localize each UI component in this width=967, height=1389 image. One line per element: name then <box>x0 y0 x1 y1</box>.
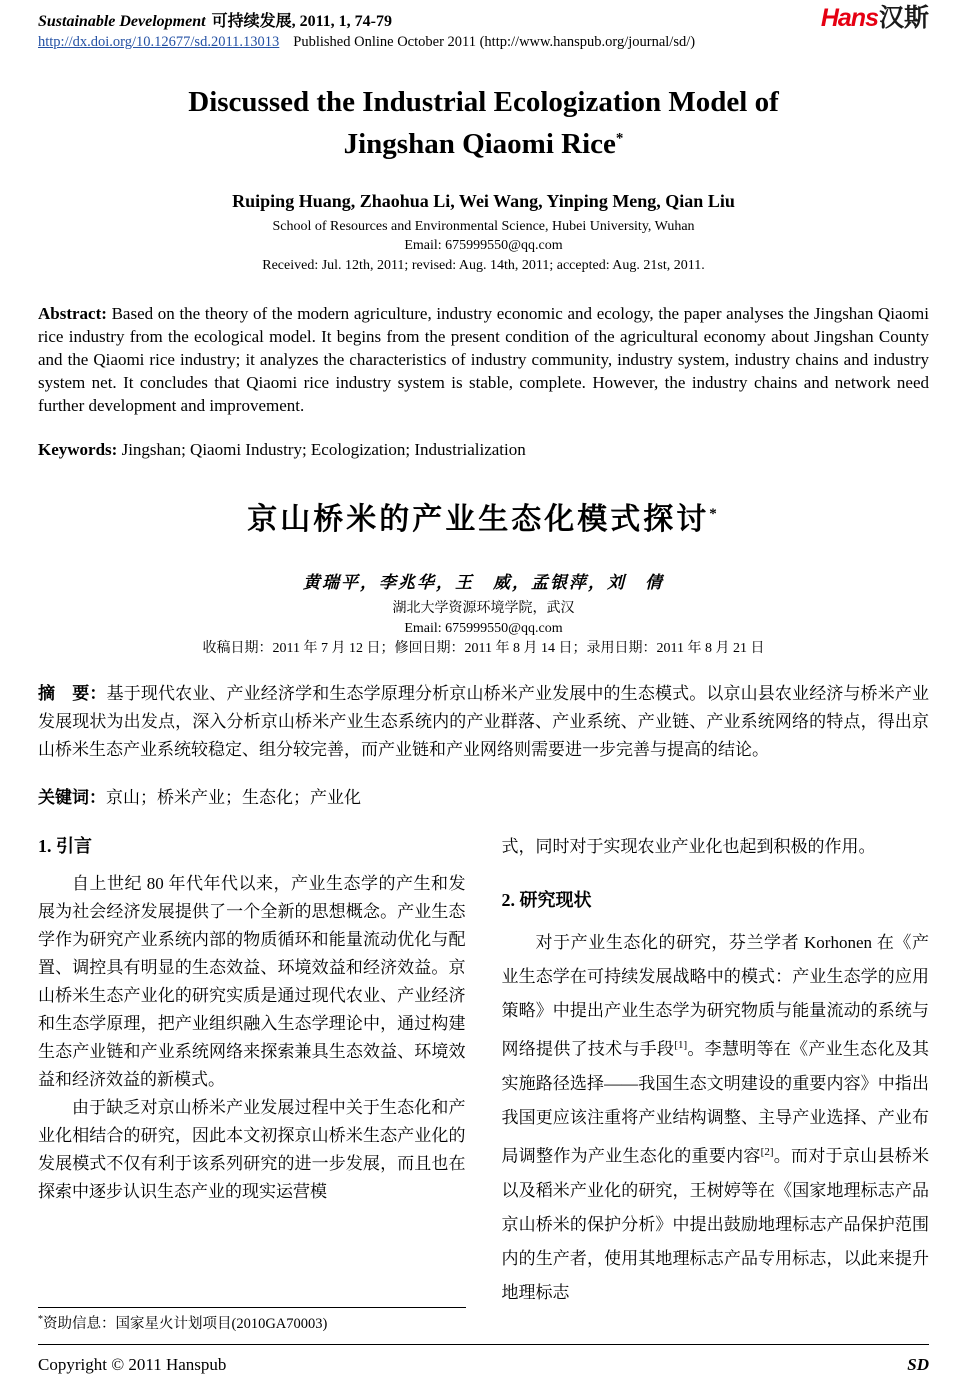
authors-cn: 黄瑞平，李兆华，王 威，孟银萍，刘 倩 <box>303 572 664 592</box>
footnote-mark: * <box>38 1313 43 1325</box>
email-cn: Email: 675999550@qq.com <box>404 620 563 636</box>
paper-meta-cn <box>38 599 929 660</box>
keywords-label-cn: 关键词： <box>38 788 106 808</box>
received-dates-en: Received: Jul. 12th, 2011; revised: Aug. 14th, 2011; accepted: Aug. 21st, 2011. <box>262 257 705 273</box>
affiliation-en: School of Resources and Environmental Science, Hubei University, Wuhan <box>272 219 695 235</box>
affiliation-cn: 湖北大学资源环境学院，武汉 <box>392 600 575 616</box>
journal-abbreviation: SD <box>907 1355 929 1374</box>
abstract-en <box>38 302 929 418</box>
citation-ref-2: [2] <box>760 1146 774 1159</box>
hans-logo-en: Hans <box>820 4 878 32</box>
title-footnote-mark: * <box>615 130 624 147</box>
keywords-text-en: Jingshan; Qiaomi Industry; Ecologization; Industrialization <box>121 439 526 459</box>
authors-en: Ruiping Huang, Zhaohua Li, Wei Wang, Yinping Meng, Qian Liu <box>232 191 735 212</box>
footnote-text: 资助信息：国家星火计划项目(2010GA70003) <box>43 1315 328 1332</box>
page-footer <box>38 1344 929 1375</box>
published-online-text: Published Online October 2011 (http://www.hanspub.org/journal/sd/) <box>293 34 696 50</box>
abstract-text-cn: 基于现代农业、产业经济学和生态学原理分析京山桥米产业发展中的生态模式。以京山县农业经济与桥米产业发展现状为出发点，深入分析京山桥米产业生态系统内的产业群落、产业系统、产业链、产业系统网络的特点，得出京山桥米生态产业系统较稳定、组分较完善，而产业链和产业网络则需要进一步完善与提高的结论。 <box>38 684 930 760</box>
paper-title-cn <box>38 494 929 538</box>
keywords-label-en: Keywords: <box>38 439 118 459</box>
doi-link[interactable]: http://dx.doi.org/10.12677/sd.2011.13013 <box>38 34 280 50</box>
section-2-text-b: 。李慧明等在《产业生态化及其实施路径选择——我国生态文明建设的重要内容》中指出我国更应该注重将产业结构调整、主导产业选择、产业布局调整作为产业生态化的重要内容 <box>501 1040 930 1166</box>
email-en: Email: 675999550@qq.com <box>404 238 563 254</box>
citation-ref-1: [1] <box>674 1039 688 1052</box>
keywords-en <box>38 440 929 460</box>
section-1-paragraph-1: 自上世纪 80 年代年代以来，产业生态学的产生和发展为社会经济发展提供了一个全新的思想概念。产业生态学作为研究产业系统内部的物质循环和能量流动优化与配置、调控具有明显的生态效益、环境效益和经济效益。京山桥米生态产业化的研究实质是通过现代农业、产业经济和生态学原理，把产业组织融入生态学理论中，通过构建生态产业链和产业系统网络来探索兼具生态效益、环境效益和经济效益的新模式。 <box>38 874 466 1090</box>
doi-row <box>38 34 929 51</box>
journal-issue: 可持续发展, 2011, 1, 74-79 <box>211 13 393 30</box>
page-header <box>38 4 929 51</box>
paper-title-en-line2: Jingshan Qiaomi Rice <box>343 128 616 161</box>
abstract-text-en: Based on the theory of the modern agriculture, industry economic and ecology, the paper analyses the Jingshan Qiaomi rice industry from the ecological model. It begins from the present condition of the agricultural economy about Jingshan County and the Qiaomi rice industry; it analyzes the characteristics of industry community, industry system, industry chains and industry system net. It concludes that Qiaomi rice industry system is stable, complete. However, the industry chains and network need further development and improvement. <box>38 304 930 416</box>
right-column <box>502 830 930 1334</box>
section-2-text-a: 对于产业生态化的研究，芬兰学者 Korhonen 在《产业生态学在可持续发展战略中的模式：产业生态学的应用策略》中提出产业生态学为研究物质与能量流动的系统与网络提供了技术与手段 <box>501 933 929 1060</box>
journal-line <box>38 8 392 31</box>
section-2-heading: 2. 研究现状 <box>501 890 592 911</box>
section-2-text-c: 。而对于京山县桥米以及稻米产业化的研究，王树婷等在《国家地理标志产品京山桥米的保护分析》中提出鼓励地理标志产品保护范围内的生产者，使用其地理标志产品专用标志，以此来提升地理标志 <box>501 1146 930 1302</box>
keywords-text-cn: 京山；桥米产业；生态化；产业化 <box>106 788 361 808</box>
body-columns <box>38 830 929 1334</box>
paper-meta-en <box>38 217 929 275</box>
keywords-cn <box>38 783 929 808</box>
section-1-continuation: 式，同时对于实现农业产业化也起到积极的作用。 <box>501 837 876 857</box>
left-column <box>38 830 466 1334</box>
abstract-label-cn: 摘 要： <box>38 684 107 704</box>
paper-title-en <box>38 81 929 165</box>
received-dates-cn: 收稿日期：2011 年 7 月 12 日；修回日期：2011 年 8 月 14 日；录用日期：2011 年 8 月 21 日 <box>202 641 765 657</box>
title-cn-footnote-mark: * <box>709 505 720 522</box>
hans-logo <box>821 6 929 31</box>
section-1-heading: 1. 引言 <box>38 836 92 857</box>
abstract-cn <box>38 680 929 764</box>
paper-title-cn-text: 京山桥米的产业生态化模式探讨 <box>247 502 710 536</box>
section-1-paragraph-2: 由于缺乏对京山桥米产业发展过程中关于生态化和产业化相结合的研究，因此本文初探京山桥米生态产业化的发展模式不仅有利于该系列研究的进一步发展，而且也在探索中逐步认识生态产业的现实运营模 <box>38 1098 466 1202</box>
hans-logo-cn: 汉斯 <box>878 4 929 32</box>
abstract-label-en: Abstract: <box>38 304 107 324</box>
footnote <box>38 1307 466 1334</box>
copyright-text: Copyright © 2011 Hanspub <box>38 1355 227 1374</box>
journal-name: Sustainable Development <box>38 13 206 30</box>
paper-title-en-line1: Discussed the Industrial Ecologization Model of <box>188 86 779 118</box>
section-2-paragraph-1 <box>502 926 930 1309</box>
